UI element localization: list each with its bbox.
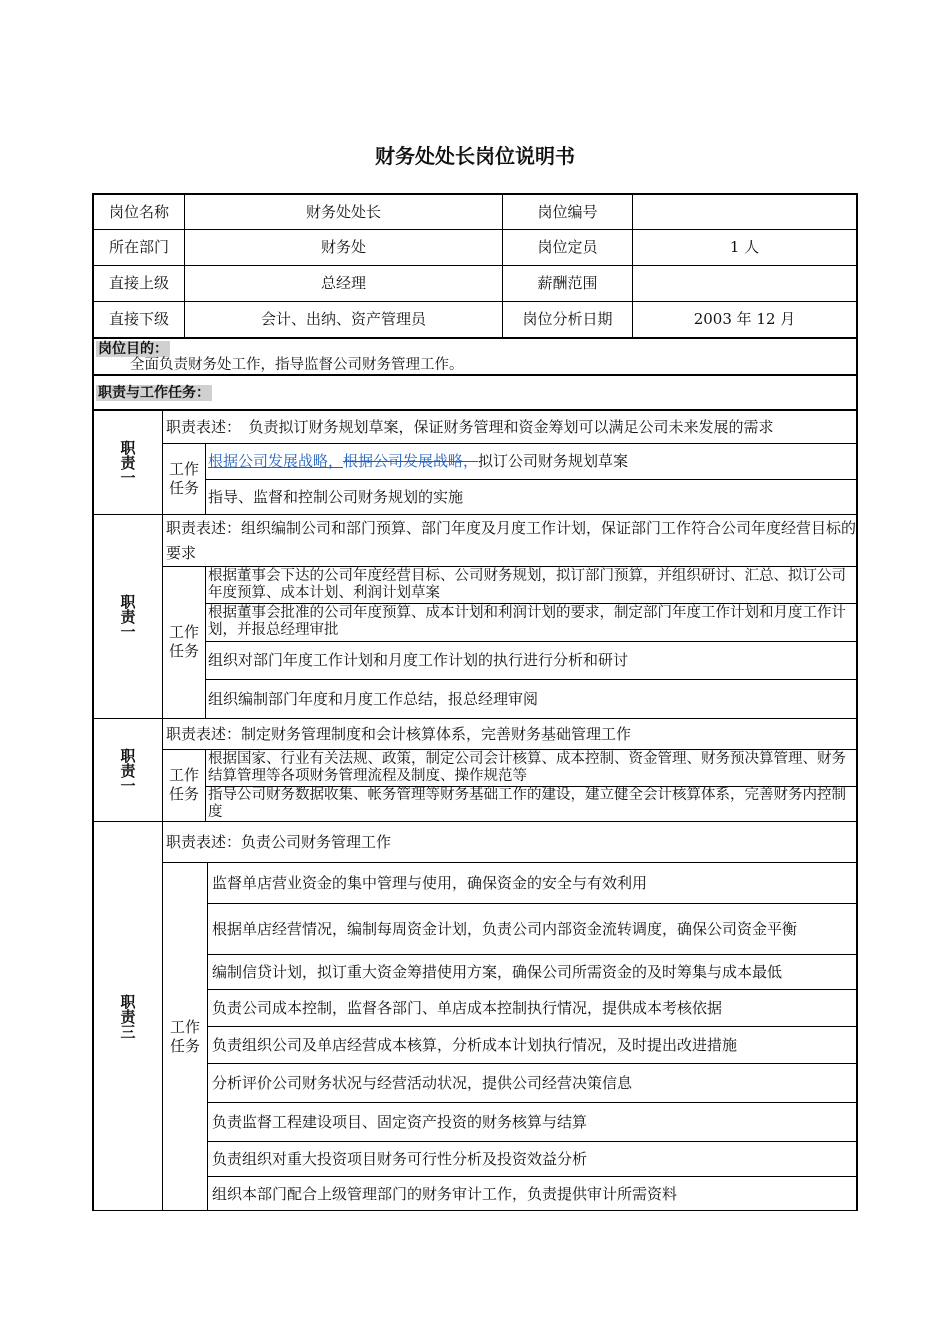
divider xyxy=(92,337,858,339)
value-job-title: 财务处处长 xyxy=(305,202,381,221)
duty3-statement: 职责表述：制定财务管理制度和会计核算体系，完善财务基础管理工作 xyxy=(166,724,632,743)
duty3-task-1: 根据国家、行业有关法规、政策，制定公司会计核算、成本控制、资金管理、财务预决算管理、财务结算管理等各项财务管理流程及制度、操作规范等 xyxy=(208,751,846,784)
duty1-statement: 职责表述： 负责拟订财务规划草案，保证财务管理和资金筹划可以满足公司未来发展的需求 xyxy=(166,417,774,436)
purpose-text: 全面负责财务处工作，指导监督公司财务管理工作。 xyxy=(130,357,464,373)
purpose-heading: 岗位目的： xyxy=(98,341,168,357)
divider xyxy=(92,1210,858,1211)
value-department: 财务处 xyxy=(320,238,366,256)
label-supervisor: 直接上级 xyxy=(108,274,169,292)
duty1-task-1 xyxy=(206,444,856,478)
duty1-task-2: 指导、监督和控制公司财务规划的实施 xyxy=(208,487,464,506)
duty2-task-3: 组织对部门年度工作计划和月度工作计划的执行进行分析和研讨 xyxy=(208,651,629,669)
duty2-task-1: 根据董事会下达的公司年度经营目标、公司财务规划，拟订部门预算，并组织研讨、汇总、拟订公司年度预算、成本计划、利润计划草案 xyxy=(208,568,846,601)
duty2-label: 职责一 xyxy=(118,594,137,639)
duty4-task-label: 工作任务 xyxy=(169,1017,200,1055)
duty4-task-6: 分析评价公司财务状况与经营活动状况，提供公司经营决策信息 xyxy=(212,1073,633,1092)
deleted-text: 根据公司发展战略， xyxy=(343,451,479,470)
duty4-statement: 职责表述：负责公司财务管理工作 xyxy=(166,832,392,851)
duty3-task-2: 指导公司财务数据收集、帐务管理等财务基础工作的建设，建立健全会计核算体系，完善财务内控制度 xyxy=(208,787,846,820)
value-headcount: 1 人 xyxy=(729,238,760,256)
duty4-task-2: 根据单店经营情况，编制每周资金计划，负责公司内部资金流转调度，确保公司资金平衡 xyxy=(212,919,798,938)
duties-heading: 职责与工作任务： xyxy=(98,385,210,401)
label-job-code: 岗位编号 xyxy=(537,202,598,221)
duty4-task-9: 组织本部门配合上级管理部门的财务审计工作，负责提供审计所需资料 xyxy=(212,1184,678,1203)
duty4-task-7: 负责监督工程建设项目、固定资产投资的财务核算与结算 xyxy=(212,1112,588,1131)
value-salary-range xyxy=(633,266,856,301)
label-headcount: 岗位定员 xyxy=(537,238,598,256)
value-supervisor: 总经理 xyxy=(320,274,366,292)
duty1-label: 职责一 xyxy=(118,440,137,485)
duty2-task-4: 组织编制部门年度和月度工作总结，报总经理审阅 xyxy=(208,689,539,708)
duty2-task-label: 工作任务 xyxy=(168,623,199,660)
duty3-task-label: 工作任务 xyxy=(168,766,199,803)
label-job-title: 岗位名称 xyxy=(108,202,169,221)
duty4-task-5: 负责组织公司及单店经营成本核算，分析成本计划执行情况，及时提出改进措施 xyxy=(212,1035,738,1054)
task-link[interactable]: 根据公司发展战略， xyxy=(208,451,344,470)
divider xyxy=(92,374,858,376)
value-subordinates: 会计、出纳、资产管理员 xyxy=(260,310,426,328)
divider xyxy=(92,514,858,515)
duty2-task-2: 根据董事会批准的公司年度预算、成本计划和利润计划的要求，制定部门年度工作计划和月度工作计划，并报总经理审批 xyxy=(208,605,846,638)
label-salary-range: 薪酬范围 xyxy=(537,274,598,292)
label-analysis-date: 岗位分析日期 xyxy=(522,310,613,328)
duty4-task-8: 负责组织对重大投资项目财务可行性分析及投资效益分析 xyxy=(212,1149,588,1168)
page-title: 财务处处长岗位说明书 xyxy=(375,144,575,168)
task-text: 拟订公司财务规划草案 xyxy=(478,451,629,470)
divider xyxy=(207,862,208,1211)
duty3-label: 职责一 xyxy=(118,747,137,793)
duty1-task-label: 工作任务 xyxy=(168,459,199,497)
duty4-task-1: 监督单店营业资金的集中管理与使用，确保资金的安全与有效利用 xyxy=(212,874,648,892)
divider xyxy=(162,862,858,863)
label-subordinates: 直接下级 xyxy=(108,310,169,328)
duty2-statement: 职责表述：组织编制公司和部门预算、部门年度及月度工作计划，保证部门工作符合公司年度经营目标的要求 xyxy=(166,519,857,562)
duty4-label: 职责三 xyxy=(118,994,137,1039)
duty4-task-4: 负责公司成本控制，监督各部门、单店成本控制执行情况，提供成本考核依据 xyxy=(212,998,723,1017)
label-department: 所在部门 xyxy=(108,238,169,256)
duty4-task-3: 编制信贷计划，拟订重大资金筹措使用方案，确保公司所需资金的及时筹集与成本最低 xyxy=(212,962,783,981)
value-analysis-date: 2003 年 12 月 xyxy=(693,310,796,328)
value-job-code xyxy=(633,195,856,229)
